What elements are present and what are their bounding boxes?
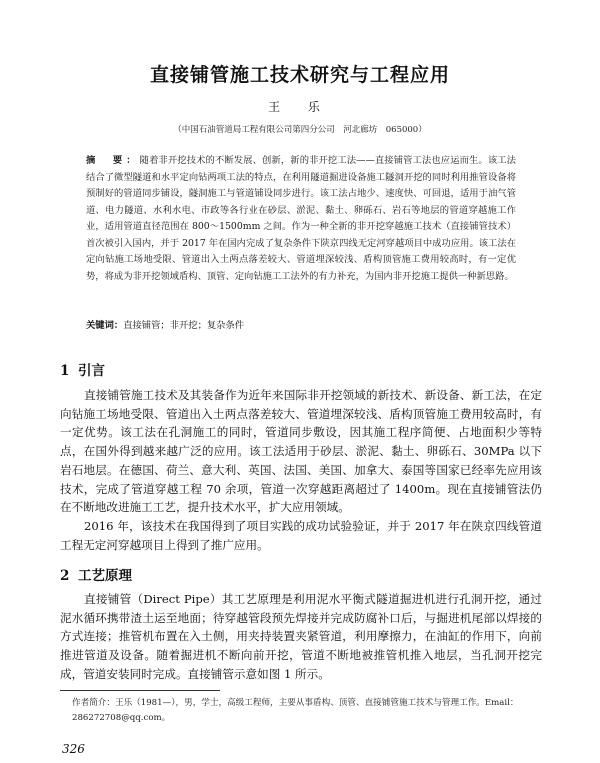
author-footnote: 作者简介：王乐（1981—），男，学士，高级工程师，主要从事盾构、顶管、直接铺管施工技术与管理工作。Email：286272708@qq.com。 <box>72 698 519 723</box>
section-title: 工艺原理 <box>78 568 132 584</box>
keywords-block <box>86 318 516 334</box>
paragraph: 直接铺管（Direct Pipe）其工艺原理是利用泥水平衡式隧道掘进机进行孔洞开挖，通过泥水循环携带渣土运至地面；待穿越管段预先焊接并完成防腐补口后，与掘进机尾部以焊接的方式连接；推管机布置在入土侧，用夹持装置夹紧管道，利用摩擦力，在油缸的作用下，向前推进管道及设备。随着掘进机不断向前开挖，管道不断地被推管机推入地层，当孔洞开挖完成，管道安装同时完成。直接铺管示意如图 1 所示。 <box>60 592 542 681</box>
section-heading-process-principle <box>60 564 132 584</box>
abstract-label: 摘 要： <box>86 155 140 166</box>
abstract-block <box>86 153 516 285</box>
paragraph: 直接铺管施工技术及其装备作为近年来国际非开挖领域的新技术、新设备、新工法，在定向钻施工场地受限、管道出入土两点落差较大、管道埋深较浅、盾构顶管施工费用较高时，有一定优势。该工法在孔洞施工的同时，管道同步敷设，因其施工程序简便、占地面积少等特点，在国外得到越来越广泛的应用。该工法适用于砂层、淤泥、黏土、卵砾石、30MPa 以下岩石地层。在德国、荷兰、意大利、英国、法国、美国、加拿大、泰国等国家已经率先应用该技术，完成了管道穿越工程 70 余项，管道一次穿越距离超过了 1400m。现在直接铺管法仍在不断地改进施工工艺，提升技术水平，扩大应用领域。 <box>60 388 542 515</box>
paper-title: 直接铺管施工技术研究与工程应用 <box>149 64 450 86</box>
author-affiliation: （中国石油管道局工程有限公司第四分公司 河北廊坊 065000） <box>173 125 427 135</box>
section-number: 2 <box>60 568 70 584</box>
section-body-introduction <box>60 386 542 554</box>
section-number: 1 <box>60 363 70 379</box>
section-body-process-principle <box>60 590 542 684</box>
section-heading-introduction <box>60 359 105 379</box>
keywords-label: 关键词： <box>86 320 124 331</box>
page-number: 326 <box>62 742 85 756</box>
section-title: 引言 <box>78 363 105 379</box>
footnote-divider <box>60 690 220 691</box>
paragraph: 2016 年，该技术在我国得到了项目实践的成功试验验证，并于 2017 年在陕京四线管道工程无定河穿越项目上得到了推广应用。 <box>60 518 542 552</box>
keywords-text: 直接铺管；非开挖；复杂条件 <box>123 320 245 331</box>
abstract-text: 随着非开挖技术的不断发展、创新，新的非开挖工法——直接铺管工法也应运而生。该工法结合了微型隧道和水平定向钻两项工法的特点，在利用隧道掘进设备施工隧洞开挖的同时利用推管设备将预制好的管道同步铺设，隧洞施工与管道铺设同步进行。该工法占地少、速度快、可回退，适用于油气管道、电力隧道、水利水电、市政等各行业在砂层、淤泥、黏土、卵砾石、岩石等地层的管道穿越施工作业，适用管道直径范围在 800～1500mm 之间。作为一种全新的非开挖穿越施工技术（直接铺管技术）首次被引入国内，并于 2017 年在国内完成了复杂条件下陕京四线无定河穿越项目中成功应用。该工法在定向钻施工场地受限、管道出入土两点落差较大、管道埋深较浅、盾构顶管施工费用较高时，有一定优势，将成为非开挖领域盾构、顶管、定向钻施工工法外的有力补充，为国内非开挖施工提供一种新思路。 <box>86 155 516 282</box>
author-name: 王 乐 <box>268 100 332 114</box>
